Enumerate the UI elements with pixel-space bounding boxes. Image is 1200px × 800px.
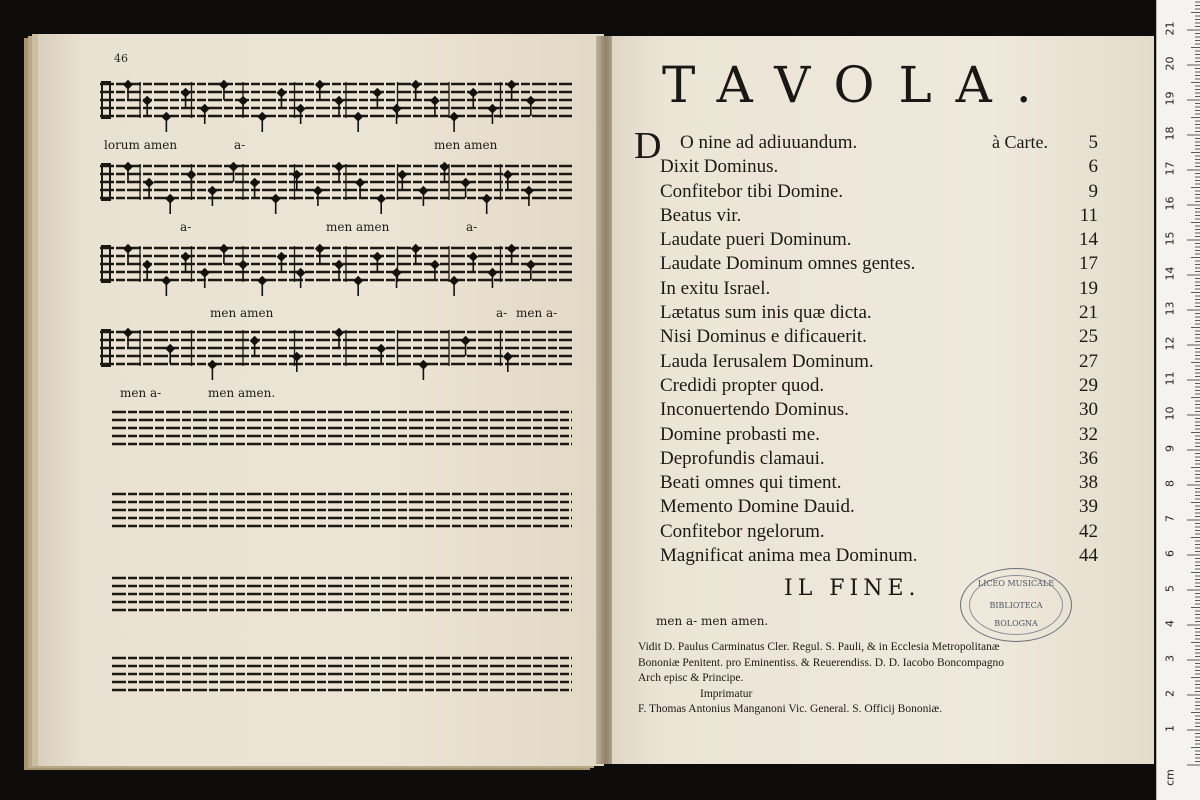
toc-entry-page: 36 — [1079, 447, 1098, 469]
toc-entry-title: Domine probasti me. — [660, 423, 820, 445]
ruler-label: 2 — [1163, 690, 1177, 697]
ruler-label: 19 — [1163, 91, 1177, 106]
toc-entry-page: 11 — [1079, 204, 1098, 226]
stamp-line: BOLOGNA — [994, 619, 1038, 628]
music-staff — [112, 578, 572, 610]
ruler-label: 8 — [1163, 480, 1177, 487]
measuring-ruler — [1156, 0, 1200, 800]
page-title: TAVOLA. — [662, 56, 1056, 114]
toc-entry-title: Inconuertendo Dominus. — [660, 399, 849, 421]
colophon-line: Vidit D. Paulus Carminatus Cler. Regul. S. Pauli, & in Ecclesia Metropolitanæ — [638, 641, 1000, 653]
toc-entry-page: 30 — [1079, 399, 1098, 421]
lyric-syllable: men amen — [434, 138, 498, 152]
toc-entry-page: 17 — [1079, 253, 1098, 275]
toc-entry — [660, 448, 1098, 472]
music-staff — [100, 244, 572, 296]
toc-entry-page: 19 — [1079, 277, 1098, 299]
lyric-syllable: a- — [234, 138, 246, 152]
toc-entry-page: 14 — [1079, 229, 1098, 251]
lyric-syllable: men a- — [120, 386, 162, 400]
toc-entry-page: 39 — [1079, 496, 1098, 518]
colophon-line: F. Thomas Antonius Manganoni Vic. General. S. Officij Bononiæ. — [638, 703, 943, 715]
il-fine: IL FINE. — [784, 576, 921, 601]
toc-entry-page: 5 — [1088, 132, 1098, 153]
lyric-syllable: a- — [466, 220, 478, 234]
colophon — [638, 640, 1138, 718]
toc-entry-title: In exitu Israel. — [660, 277, 771, 299]
ruler-label: 20 — [1163, 56, 1177, 71]
toc-entry-page: 44 — [1079, 545, 1098, 567]
lyric-syllable: men amen — [326, 220, 390, 234]
toc-entry-title: Laudate Dominum omnes gentes. — [660, 253, 916, 275]
toc-entry-page: 29 — [1079, 374, 1098, 396]
toc-entry-page: 6 — [1088, 156, 1098, 178]
toc-entry-page: 42 — [1079, 520, 1098, 542]
right-page — [612, 36, 1154, 764]
music-staff — [112, 658, 572, 690]
table-of-contents — [660, 132, 1098, 569]
ruler-label: 12 — [1163, 336, 1177, 351]
ruler-label: 7 — [1163, 515, 1177, 522]
ruler-label: 17 — [1163, 161, 1177, 176]
music-staff — [112, 412, 572, 444]
toc-entry-title: Deprofundis clamaui. — [660, 447, 825, 469]
ruler-label: 6 — [1163, 550, 1177, 557]
toc-entry — [660, 351, 1098, 375]
drop-cap: D — [634, 125, 662, 167]
toc-entry-page: 9 — [1088, 180, 1098, 202]
toc-entry-page: 38 — [1079, 472, 1098, 494]
toc-entry-title: Confitebor tibi Domine. — [660, 180, 844, 202]
ruler-label: 10 — [1163, 406, 1177, 421]
toc-entry-page: 21 — [1079, 302, 1098, 324]
ruler-label: 9 — [1163, 445, 1177, 452]
toc-entry — [660, 545, 1098, 569]
toc-entry — [660, 472, 1098, 496]
ruler-label: 18 — [1163, 126, 1177, 141]
ruler-label: 14 — [1163, 266, 1177, 281]
toc-entry — [660, 181, 1098, 205]
toc-entry-title: Beati omnes qui timent. — [660, 472, 842, 494]
lyric-syllable: lorum amen — [104, 138, 178, 152]
ruler-label: 13 — [1163, 301, 1177, 316]
toc-entry — [660, 326, 1098, 350]
page-number: 46 — [114, 52, 128, 65]
ruler-ticks — [1157, 0, 1200, 800]
lyric-syllable: a- — [180, 220, 192, 234]
toc-entry-title: Confitebor ngelorum. — [660, 520, 825, 542]
toc-entry — [660, 205, 1098, 229]
ruler-label: 11 — [1163, 371, 1177, 386]
left-page — [38, 34, 604, 766]
toc-entry-title: Lauda Ierusalem Dominum. — [660, 350, 874, 372]
stamp-line: LICEO MUSICALE — [977, 579, 1055, 588]
music-staff — [112, 494, 572, 526]
ruler-label: 21 — [1163, 21, 1177, 36]
toc-entry-page: 32 — [1079, 423, 1098, 445]
toc-entry — [660, 521, 1098, 545]
closing-lyric: men a- men amen. — [656, 614, 769, 628]
toc-entry — [660, 399, 1098, 423]
a-carte-label: à Carte. — [992, 132, 1048, 152]
toc-entry-page: 25 — [1079, 326, 1098, 348]
colophon-line: Bononiæ Penitent. pro Eminentiss. & Reuerendiss. D. D. Iacobo Boncompagno — [638, 656, 1005, 669]
toc-entry — [660, 132, 1098, 156]
music-staff — [100, 162, 572, 214]
toc-entry-title: O nine ad adiuuandum. — [680, 132, 858, 153]
ruler-label: 15 — [1163, 231, 1177, 246]
toc-entry — [660, 253, 1098, 277]
music-staff — [100, 328, 572, 380]
ruler-label: 1 — [1163, 725, 1177, 732]
toc-entry-title: Nisi Dominus e dificauerit. — [660, 326, 867, 348]
toc-entry-title: Credidi propter quod. — [660, 374, 825, 396]
ruler-label: 4 — [1163, 620, 1177, 627]
lyric-syllable: men amen — [210, 306, 274, 320]
ruler-label — [1164, 0, 1177, 5]
toc-entry-title: Memento Domine Dauid. — [660, 496, 855, 518]
toc-entry — [660, 229, 1098, 253]
toc-entry-title: Magnificat anima mea Dominum. — [660, 545, 918, 567]
library-stamp — [960, 568, 1072, 642]
lyric-syllable: men amen. — [208, 386, 276, 400]
toc-entry-title: Laudate pueri Dominum. — [660, 229, 852, 251]
colophon-line: Arch episc & Principe. — [638, 672, 744, 684]
toc-entry — [660, 375, 1098, 399]
stamp-line: BIBLIOTECA — [989, 601, 1043, 610]
toc-entry-title: Lætatus sum inis quæ dicta. — [660, 302, 872, 324]
ruler-label: 16 — [1163, 196, 1177, 211]
toc-entry — [660, 302, 1098, 326]
ruler-label: 3 — [1163, 655, 1177, 662]
ruler-label: cm — [1163, 769, 1177, 786]
toc-entry-title: Dixit Dominus. — [660, 156, 779, 178]
ruler-label: 5 — [1163, 585, 1177, 592]
toc-entry — [660, 156, 1098, 180]
toc-entry — [660, 496, 1098, 520]
colophon-line: Imprimatur — [700, 687, 753, 700]
toc-entry-page: 27 — [1079, 350, 1098, 372]
toc-entry — [660, 424, 1098, 448]
lyric-syllable: a- — [496, 306, 508, 320]
lyric-syllable: men a- — [516, 306, 558, 320]
music-staff — [100, 80, 572, 132]
toc-entry — [660, 278, 1098, 302]
toc-entry-title: Beatus vir. — [660, 204, 742, 226]
